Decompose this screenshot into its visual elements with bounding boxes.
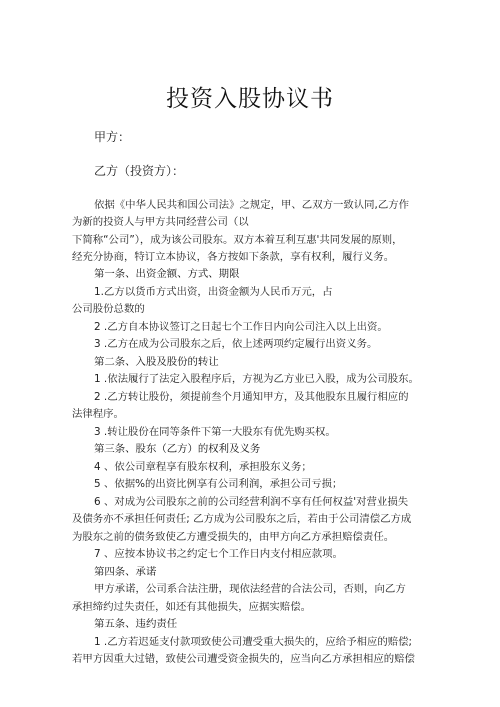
clause-line: 及债务亦不承担任何责任; 乙方成为公司股东之后，若由于公司清偿乙方成 <box>72 513 412 525</box>
clause-line: 甲方承诺，公司系合法注册，现依法经营的合法公司，否则，向乙方 <box>94 583 406 595</box>
clause-line: 承担缔约过失责任，如还有其他损失，应据实赔偿。 <box>72 601 311 613</box>
preamble-line: 依据《中华人民共和国公司法》之规定，甲、乙双方一致认同,乙方作 <box>94 199 410 211</box>
clause-line: 4 、依公司章程享有股东权利，承担股东义务； <box>94 461 312 473</box>
preamble-line: 下简称“公司”），成为该公司股东。双方本着互利互惠'共同发展的原则， <box>72 234 403 246</box>
clause-line: 1.乙方以货币方式出资，出资金额为人民币万元，占 <box>94 286 333 298</box>
clause-line: 1 .乙方若迟延支付款项致使公司遭受重大损失的，应给予相应的赔偿; <box>94 636 413 648</box>
clause-line: 2 .乙方转让股份，须提前叁个月通知甲方，及其他股东且履行相应的 <box>94 391 409 403</box>
party-b-label: 乙方（投资方）： <box>94 164 185 178</box>
clause-line: 6 、对成为公司股东之前的公司经营利润不享有任何权益'对营业损失 <box>94 496 409 508</box>
clause-line: 1 .依法履行了法定入股程序后，方视为乙方业已入股，成为公司股东。 <box>94 373 419 385</box>
preamble-line: 经充分协商，特订立本协议，各方按如下条款，享有权利，履行义务。 <box>72 251 395 263</box>
clause-line: 7 、应按本协议书之约定七个工作日内支付相应款项。 <box>94 548 343 560</box>
article-1-heading: 第一条、出资金额、方式、期限 <box>94 268 240 280</box>
document-title: 投资入股协议书 <box>166 86 334 112</box>
clause-line: 3 .乙方在成为公司股东之后，依上述两项约定履行出资义务。 <box>94 338 378 350</box>
clause-line: 3 .转让股份在同等条件下第一大股东有优先购买权。 <box>94 426 336 438</box>
clause-line: 5 、依据%的出资比例享有公司利润，承担公司亏损； <box>94 478 343 490</box>
article-2-heading: 第二条、入股及股份的转让 <box>94 356 219 368</box>
clause-line: 2 .乙方自本协议签订之日起七个工作日内向公司注入以上出资。 <box>94 321 388 333</box>
article-5-heading: 第五条、违约责任 <box>94 618 178 630</box>
clause-line: 为股东之前的债务致使乙方遭受损失的，由甲方向乙方承担赔偿责任。 <box>72 531 395 543</box>
clause-line: 法律程序。 <box>72 408 124 420</box>
article-3-heading: 第三条、股东（乙方）的权利及义务 <box>94 443 261 455</box>
clause-line: 若甲方因重大过错，致使公司遭受资金损失的，应当向乙方承担相应的赔偿 <box>72 653 415 665</box>
clause-line: 公司股份总数的 <box>72 303 145 315</box>
party-a-label: 甲方： <box>94 130 131 144</box>
preamble-line: 为新的投资人与甲方共同经营公司（以 <box>72 216 249 228</box>
article-4-heading: 第四条、承诺 <box>94 566 157 578</box>
